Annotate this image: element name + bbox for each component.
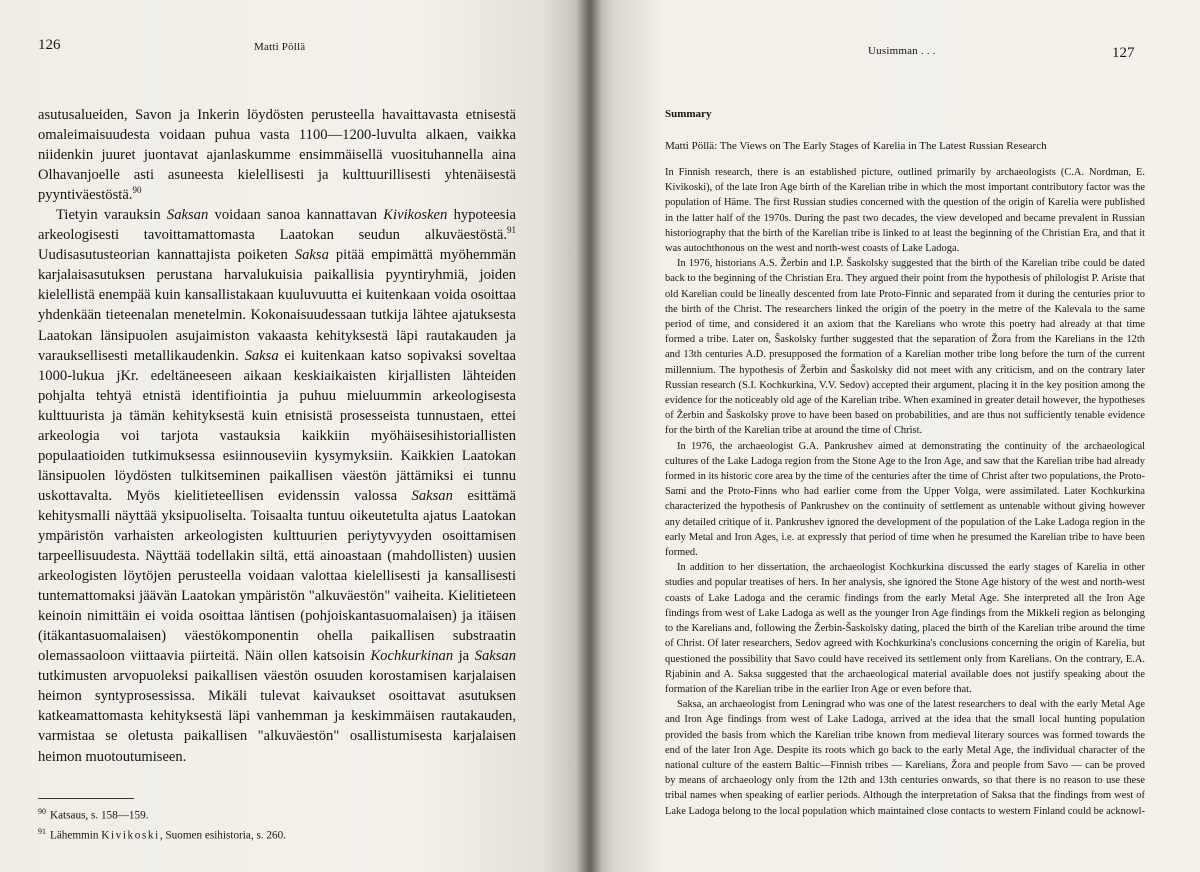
text-run: Uudisasutusteorian kannattajista poiketen	[38, 247, 295, 264]
footnote	[38, 824, 438, 844]
text-run: Tietyin varauksin	[56, 207, 167, 224]
summary-heading: Summary	[665, 108, 712, 120]
footnote-number: 90	[38, 807, 46, 816]
footnote-ref: 90	[132, 185, 142, 196]
summary-paragraph: In addition to her dissertation, the archaeologist Kochkurkina discussed the early stages of Karelia in other studies and popular treatises of hers. In her analysis, she ignored the Stone Age history of the west and north-west coasts of Lake Ladoga and the ceramic findings from the early Metal Age. She interpreted all the Iron Age findings from west of Lake Ladoga as well as the younger Iron Age findings from the Mikkeli region as belonging to the Karelians and, following the Žerbin-Šaskolsky dating, placed the birth of the Karelian tribe around the time of Christ. Of later researchers, Sedov agreed with Kochkurkina's conclusions concerning the origin of Karelia, but questioned the possibility that Savo could have received its settlement only from Karelians. On the contrary, E.A. Rjabinin and A. Saksa suggested that the archaeological material available does not justify speaking about the formation of the Karelian tribe in the earlier Iron Age or even before that.	[665, 562, 1145, 695]
footnote-text: Katsaus, s. 158—159.	[50, 809, 149, 822]
left-paragraph	[38, 205, 516, 766]
page-number-right: 127	[1112, 45, 1135, 61]
footnote-number: 91	[38, 826, 46, 836]
footnote-rule	[38, 798, 134, 799]
left-body-text	[38, 105, 516, 767]
author-name: Saksan	[166, 207, 209, 224]
summary-paragraph: Saksa, an archaeologist from Leningrad who was one of the latest researchers to deal with the early Metal Age and Iron Age findings from west of Lake Ladoga, arrived at the idea that the small local hunting population provided the basis from which the Karelian tribe known from medieval literary sources was formed towards the end of the later Iron Age. Despite its roots which go back to the early Metal Age, the individual character of the national culture of the eastern Baltic—Finnish tribes — Karelians, Žora and people from Savo — can be proved by means of archaeology only from the 12th and 13th centuries onwards, so that there is no reason to use these tribal names when speaking of earlier periods. Although the interpretation of Saksa that the findings from west of Lake Ladoga belong to the local population which maintained close contacts to western Finland could be acknowl-	[665, 699, 1145, 817]
text-run: esittämä kehitysmalli näyttää yksipuoliselta. Toisaalta tuntuu oikeutetulta ajatus Laatokan ympäristön varhaisten arkeologisten kulttuurien periytyvyyden osoittamisen tarpeellisuudesta. Näyttää todellakin siltä, että ainoastaan (mahdollisten) uusien arkeologisten löytöjen perusteella voidaan valottaa kielellisesti ja kansallisesti tuntemattomaksi jäävän Laatokan ympäristön "alkuväestön" vaiheita. Kielitieteen keinoin nimittäin ei voida osoittaa läntisen (pohjoiskantasuomalaisen) ja itäisen (itäkantasuomalaisen) väestökomponentin ohella paikallisen substraatin olemassaoloon viittaavia piirteitä. Näin ollen katsoisin	[38, 487, 516, 665]
right-page	[590, 0, 1200, 872]
author-name: Kochkurkinan	[370, 648, 454, 665]
left-paragraph	[38, 105, 516, 205]
footnote-ref: 91	[507, 225, 516, 236]
author-name: Saksan	[474, 648, 516, 665]
text-run: tutkimusten arvopuoleksi paikallisen väestön osuuden korostamisen karjalaisen heimon syntyprosessissa. Mikäli tulevat kaivaukset osoittavat asutuksen katkeamattomasta kehityksestä läpi vanhemman ja keskimmäisen rautakauden, varmistaa se oletusta paikallisen "alkuväestön" osallistumisesta karjalaisen heimon muotoutumiseen.	[38, 668, 516, 765]
text-run: asutusalueiden, Savon ja Inkerin löydösten perusteella havaittavasta etnisestä omaleimaisuudesta voidaan puhua vasta 1100—1200-luvulta alkaen, vaikka niidenkin juuret juontavat ajanlaskumme ensimmäisellä vuosituhannella aina Olhavanjoelle asti asuneesta kielellisesti ja kulttuurillisesti yhtenäisestä pyyntiväestöstä.	[38, 107, 516, 204]
footnote-text: Kivikoski	[101, 829, 160, 842]
running-head-left: Matti Pöllä	[254, 41, 306, 53]
running-head-right: Uusimman . . .	[868, 45, 936, 57]
author-name: Saksa	[294, 247, 329, 264]
author-name: Saksan	[411, 487, 453, 504]
text-run: ei kuitenkaan katso sopivaksi soveltaa 1000-lukua jKr. edeltäneeseen aikaan keskiaikaisten kirjallisten lähteiden pohjalta tehtyä etnistä identifiointia ja puhuu mieluummin arkeologisesta kulttuurista ja tämän kehityksestä kuin etnisistä prosesseista tunnustaen, ettei arkeologia voi tarjota vastauksia kaikkiin myöhäisesihistoriallisten populaatioiden tutkimuksessa esiinnouseviin kysymyksiin. Kaikkien Laatokan länsipuolen löydösten tulkitseminen paikallisen väestön jättämiksi ei tunnu uskottavalta. Myös kielitieteellisen evidenssin valossa	[38, 347, 516, 504]
summary-body	[665, 165, 1145, 819]
left-page	[0, 0, 590, 872]
footnotes	[38, 804, 438, 843]
footnote	[38, 804, 438, 824]
text-run: pitää empimättä myöhemmän karjalaisasutuksen perustana harvalukuisia paikallisia pyyntiryhmiä, joiden kielellistä enempää kuin kansallistakaan kuuluvuutta ei kuitenkaan voida osoittaa yhdenkään tieteenalan menetelmin. Kokonaisuudessaan tutkija lähtee ajatuksesta Laatokan länsipuolen asujaimiston vakaasta kehityksestä läpi rautakauden ja varauksellisesti metallikaudenkin.	[38, 247, 516, 364]
text-run: hypoteesia arkeologisesti tavoittamattomasta Laatokan seudun alkuväestöstä.	[38, 207, 517, 244]
author-name: Saksa	[244, 347, 279, 364]
page-number-left: 126	[38, 37, 61, 53]
text-run: voidaan sanoa kannattavan	[208, 207, 384, 224]
summary-paragraph: In 1976, the archaeologist G.A. Pankrushev aimed at demonstrating the continuity of the archaeological cultures of the Lake Ladoga region from the Stone Age to the Iron Age, and saw that the Karelian tribe had already formed in its historic core area by the time of the centuries after the time of Christ after two populations, the Proto-Sami and the Proto-Finns who had earlier come from the Upper Volga, were assimilated. Later Kochkurkina characterized the hypothesis of Pankrushev on the continuity of settlement as untenable without giving however any detailed critique of it. Pankrushev ignored the development of the population of the Lake Ladoga region in the early Metal and Iron Ages, i.e. at expressly that period of time when he presumed the Karelian tribe to have been formed.	[665, 440, 1145, 559]
summary-paragraph: In Finnish research, there is an established picture, outlined primarily by archaeologists (C.A. Nordman, E. Kivikoski), of the late Iron Age birth of the Karelian tribe in which the most important contributory factor was the population of Häme. The first Russian studies concerned with the question of the origin of Karelia were published in the latter half of the 1970s. During the past two decades, the view developed and became prevalent in Russian historiography that the birth of the Karelian tribe is linked to at least the beginning of the Christian Era, and that it was autochthonous on the west and north-west coasts of Lake Ladoga.	[665, 167, 1145, 255]
text-run: ja	[453, 648, 475, 665]
summary-paragraph: In 1976, historians A.S. Žerbin and I.P. Šaskolsky suggested that the birth of the Karelian tribe could be dated back to the beginning of the Christian Era. They argued their point from the hypothesis of philologist P. Ariste that old Karelian could be lineally descented from late Proto-Finnic and separated from it during the centuries prior to the birth of the Christ. The researchers linked the origin of the poetry in the metre of the Kalevala to the same period of time, and considered it an axiom that the Karelians who wrote this poetry had already at that time formed a tribe. Later on, Šaskolsky further suggested that the separation of Žora from the Karelians in the 12th and 13th centuries A.D. presupposed the formation of a Karelian mother tribe long before the turn of the current millennium. The hypothesis of Žerbin and Šaskolsky did not meet with any criticism, and on the contrary later Russian research (S.I. Kochkurkina, V.V. Sedov) accepted their argument, placing it in the key position among the evidence for the noticeably old age of the Karelian tribe. When examined in greater detail however, the hypotheses of Žerbin and Šaskolsky prove to have been based on probabilities, and are thus not sufficiently tenable evidence for the birth of the Karelian tribe at around the time of Christ.	[665, 258, 1145, 437]
summary-title: Matti Pöllä: The Views on The Early Stages of Karelia in The Latest Russian Research	[665, 140, 1047, 152]
footnote-text: , Suomen esihistoria, s. 260.	[159, 829, 286, 842]
book-gutter-shadow	[576, 0, 602, 872]
author-name: Kivikosken	[383, 207, 448, 224]
footnote-text: Lähemmin	[50, 829, 102, 842]
